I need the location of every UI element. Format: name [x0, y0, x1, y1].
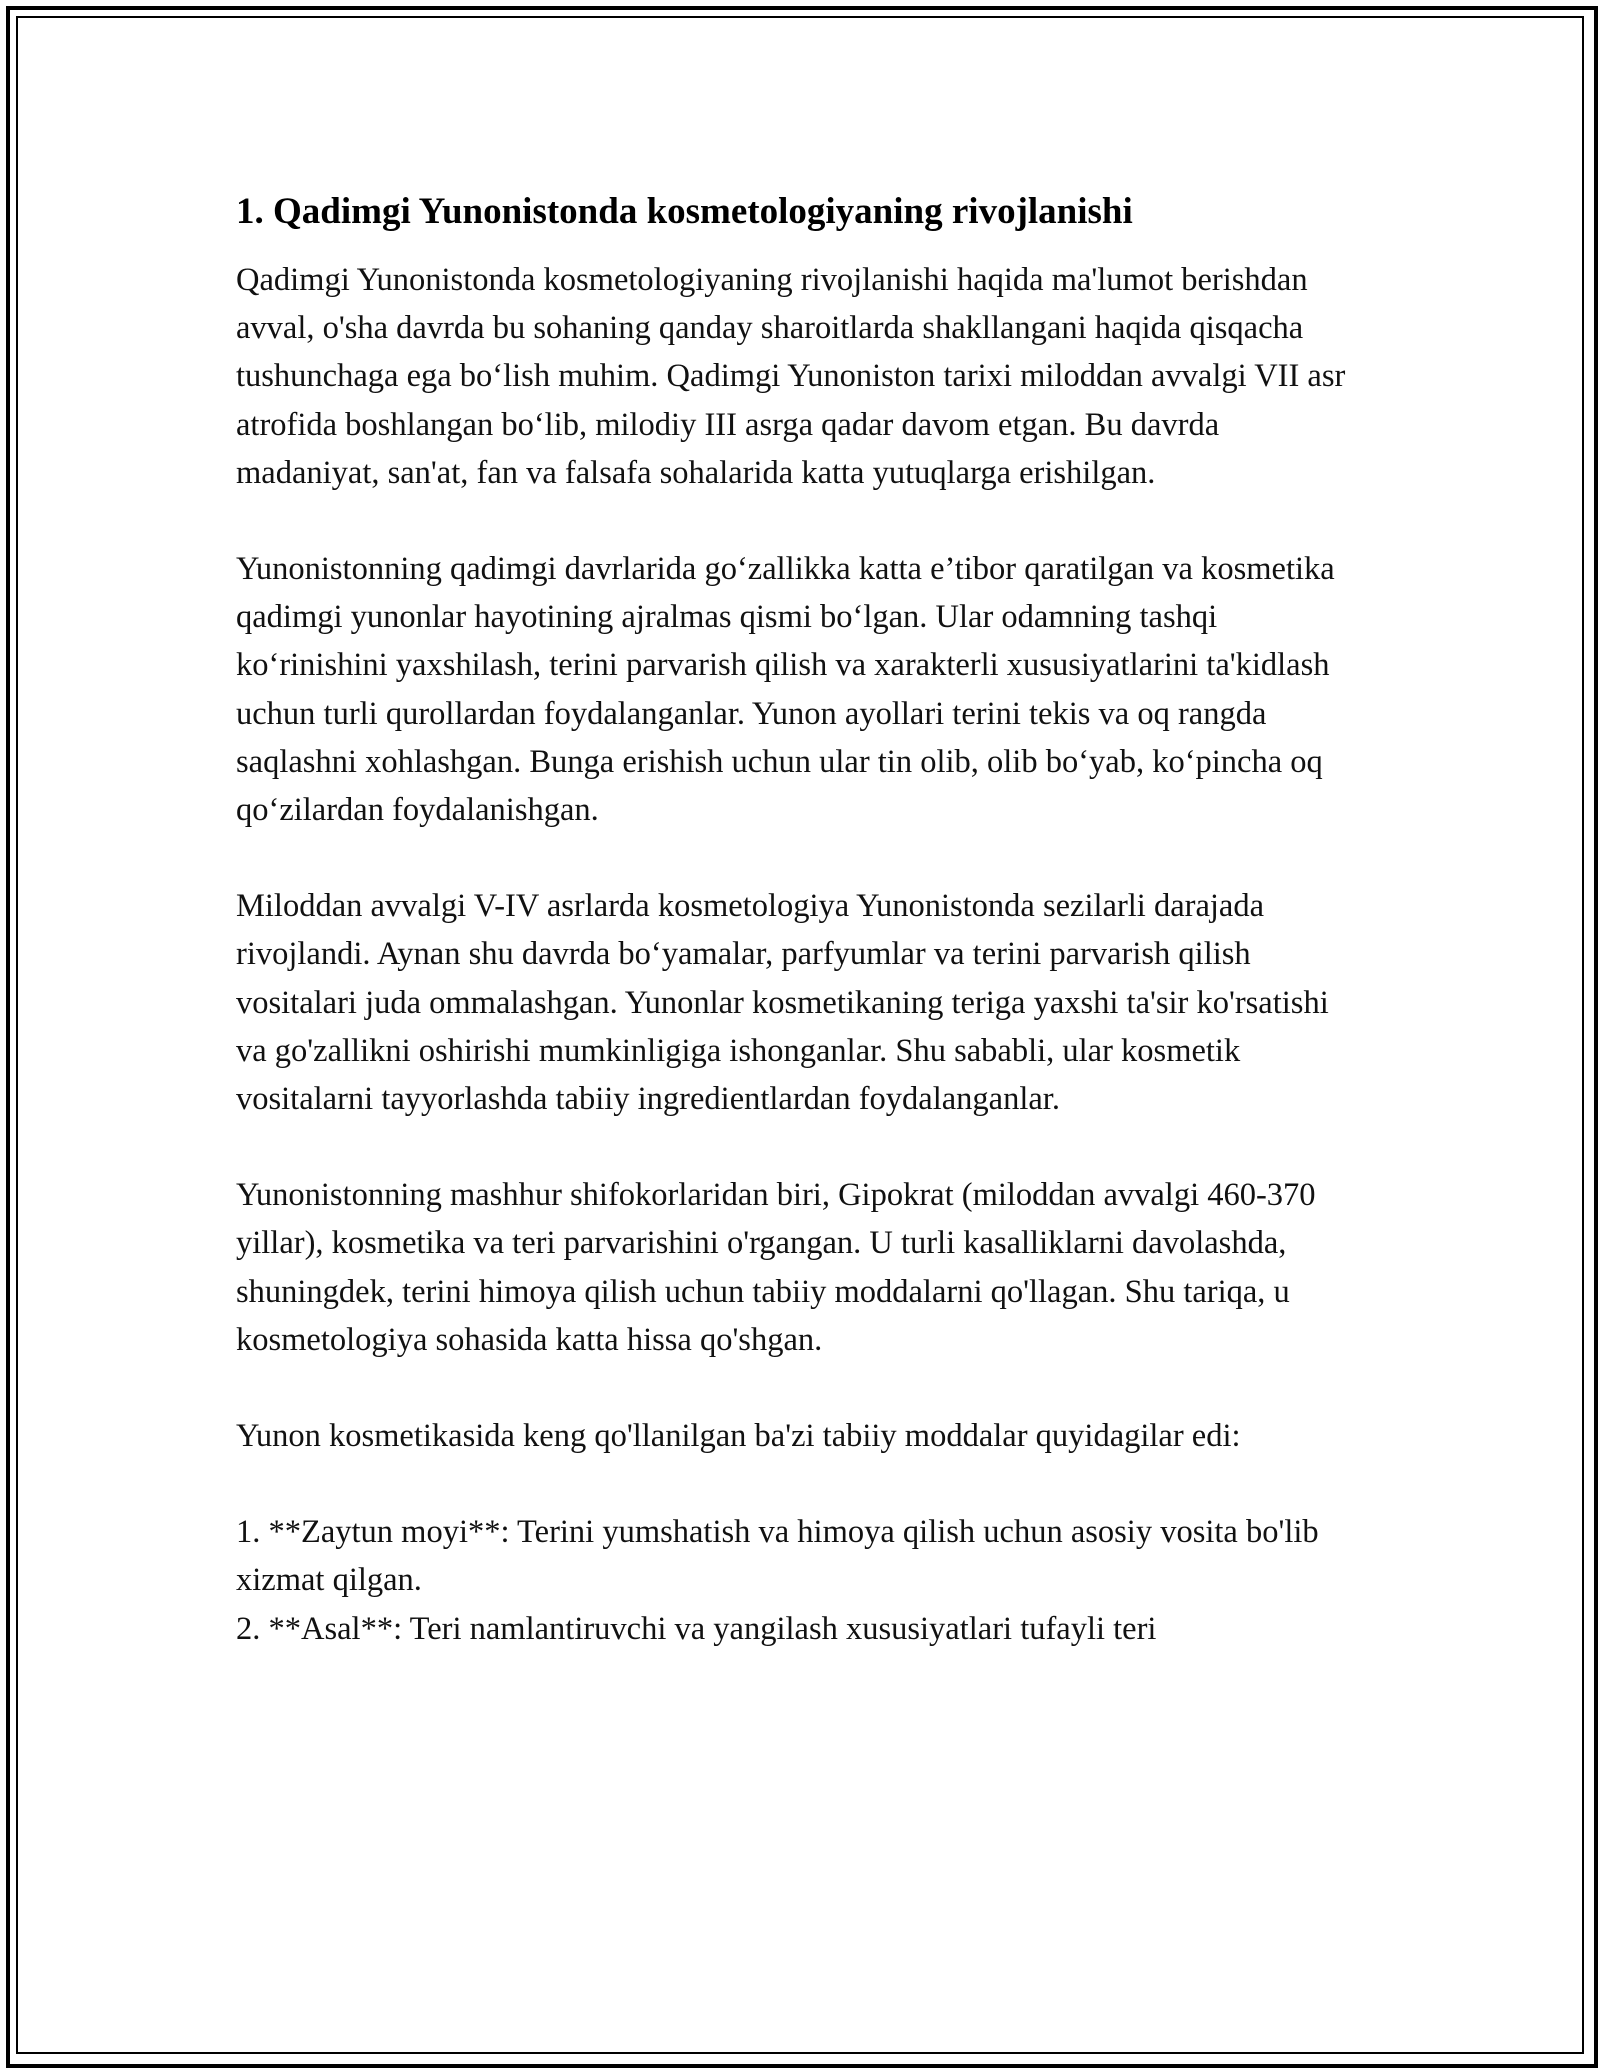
- document-title: 1. Qadimgi Yunonistonda kosmetologiyaning rivojlanishi: [236, 191, 1133, 232]
- paragraph: Miloddan avvalgi V-IV asrlarda kosmetologiya Yunonistonda sezilarli darajada rivojlandi. Aynan shu davrda bo‘yamalar, parfyumlar va terini parvarish qilish vositalari juda ommalashgan. Yunonlar kosmetikaning teriga yaxshi ta'sir ko'rsatishi va go'zallikni oshirishi mumkinligiga ishonganlar. Shu sababli, ular kosmetik vositalarni tayyorlashda tabiiy ingredientlardan foydalanganlar.: [236, 888, 1329, 1118]
- paragraph: Qadimgi Yunonistonda kosmetologiyaning rivojlanishi haqida ma'lumot berishdan avval, o'sha davrda bu sohaning qanday sharoitlarda shakllangani haqida qisqacha tushunchaga ega bo‘lish muhim. Qadimgi Yunoniston tarixi miloddan avvalgi VII asr atrofida boshlangan bo‘lib, milodiy III asrga qadar davom etgan. Bu davrda madaniyat, san'at, fan va falsafa sohalarida katta yutuqlarga erishilgan.: [236, 262, 1346, 491]
- paragraph: Yunon kosmetikasida keng qo'llanilgan ba'zi tabiiy moddalar quyidagilar edi:: [236, 1418, 1241, 1455]
- numbered-list: [236, 1508, 1366, 1653]
- paragraph: Yunonistonning qadimgi davrlarida go‘zallikka katta e’tibor qaratilgan va kosmetika qadimgi yunonlar hayotining ajralmas qismi bo‘lgan. Ular odamning tashqi ko‘rinishini yaxshilash, terini parvarish qilish va xarakterli xususiyatlarini ta'kidlash uchun turli qurollardan foydalanganlar. Yunon ayollari terini tekis va oq rangda saqlashni xohlashgan. Bunga erishish uchun ular tin olib, olib bo‘yab, ko‘pincha oq qo‘zilardan foydalanishgan.: [236, 551, 1335, 829]
- document-body: [236, 188, 1366, 1653]
- list-item: 1. **Zaytun moyi**: Terini yumshatish va himoya qilish uchun asosiy vosita bo'lib xizmat qilgan.: [236, 1514, 1319, 1599]
- paragraph: Yunonistonning mashhur shifokorlaridan biri, Gipokrat (miloddan avvalgi 460-370 yillar), kosmetika va teri parvarishini o'rgangan. U turli kasalliklarni davolashda, shuningdek, terini himoya qilish uchun tabiiy moddalarni qo'llagan. Shu tariqa, u kosmetologiya sohasida katta hissa qo'shgan.: [236, 1177, 1316, 1358]
- list-item: 2. **Asal**: Teri namlantiruvchi va yangilash xususiyatlari tufayli teri: [236, 1610, 1157, 1647]
